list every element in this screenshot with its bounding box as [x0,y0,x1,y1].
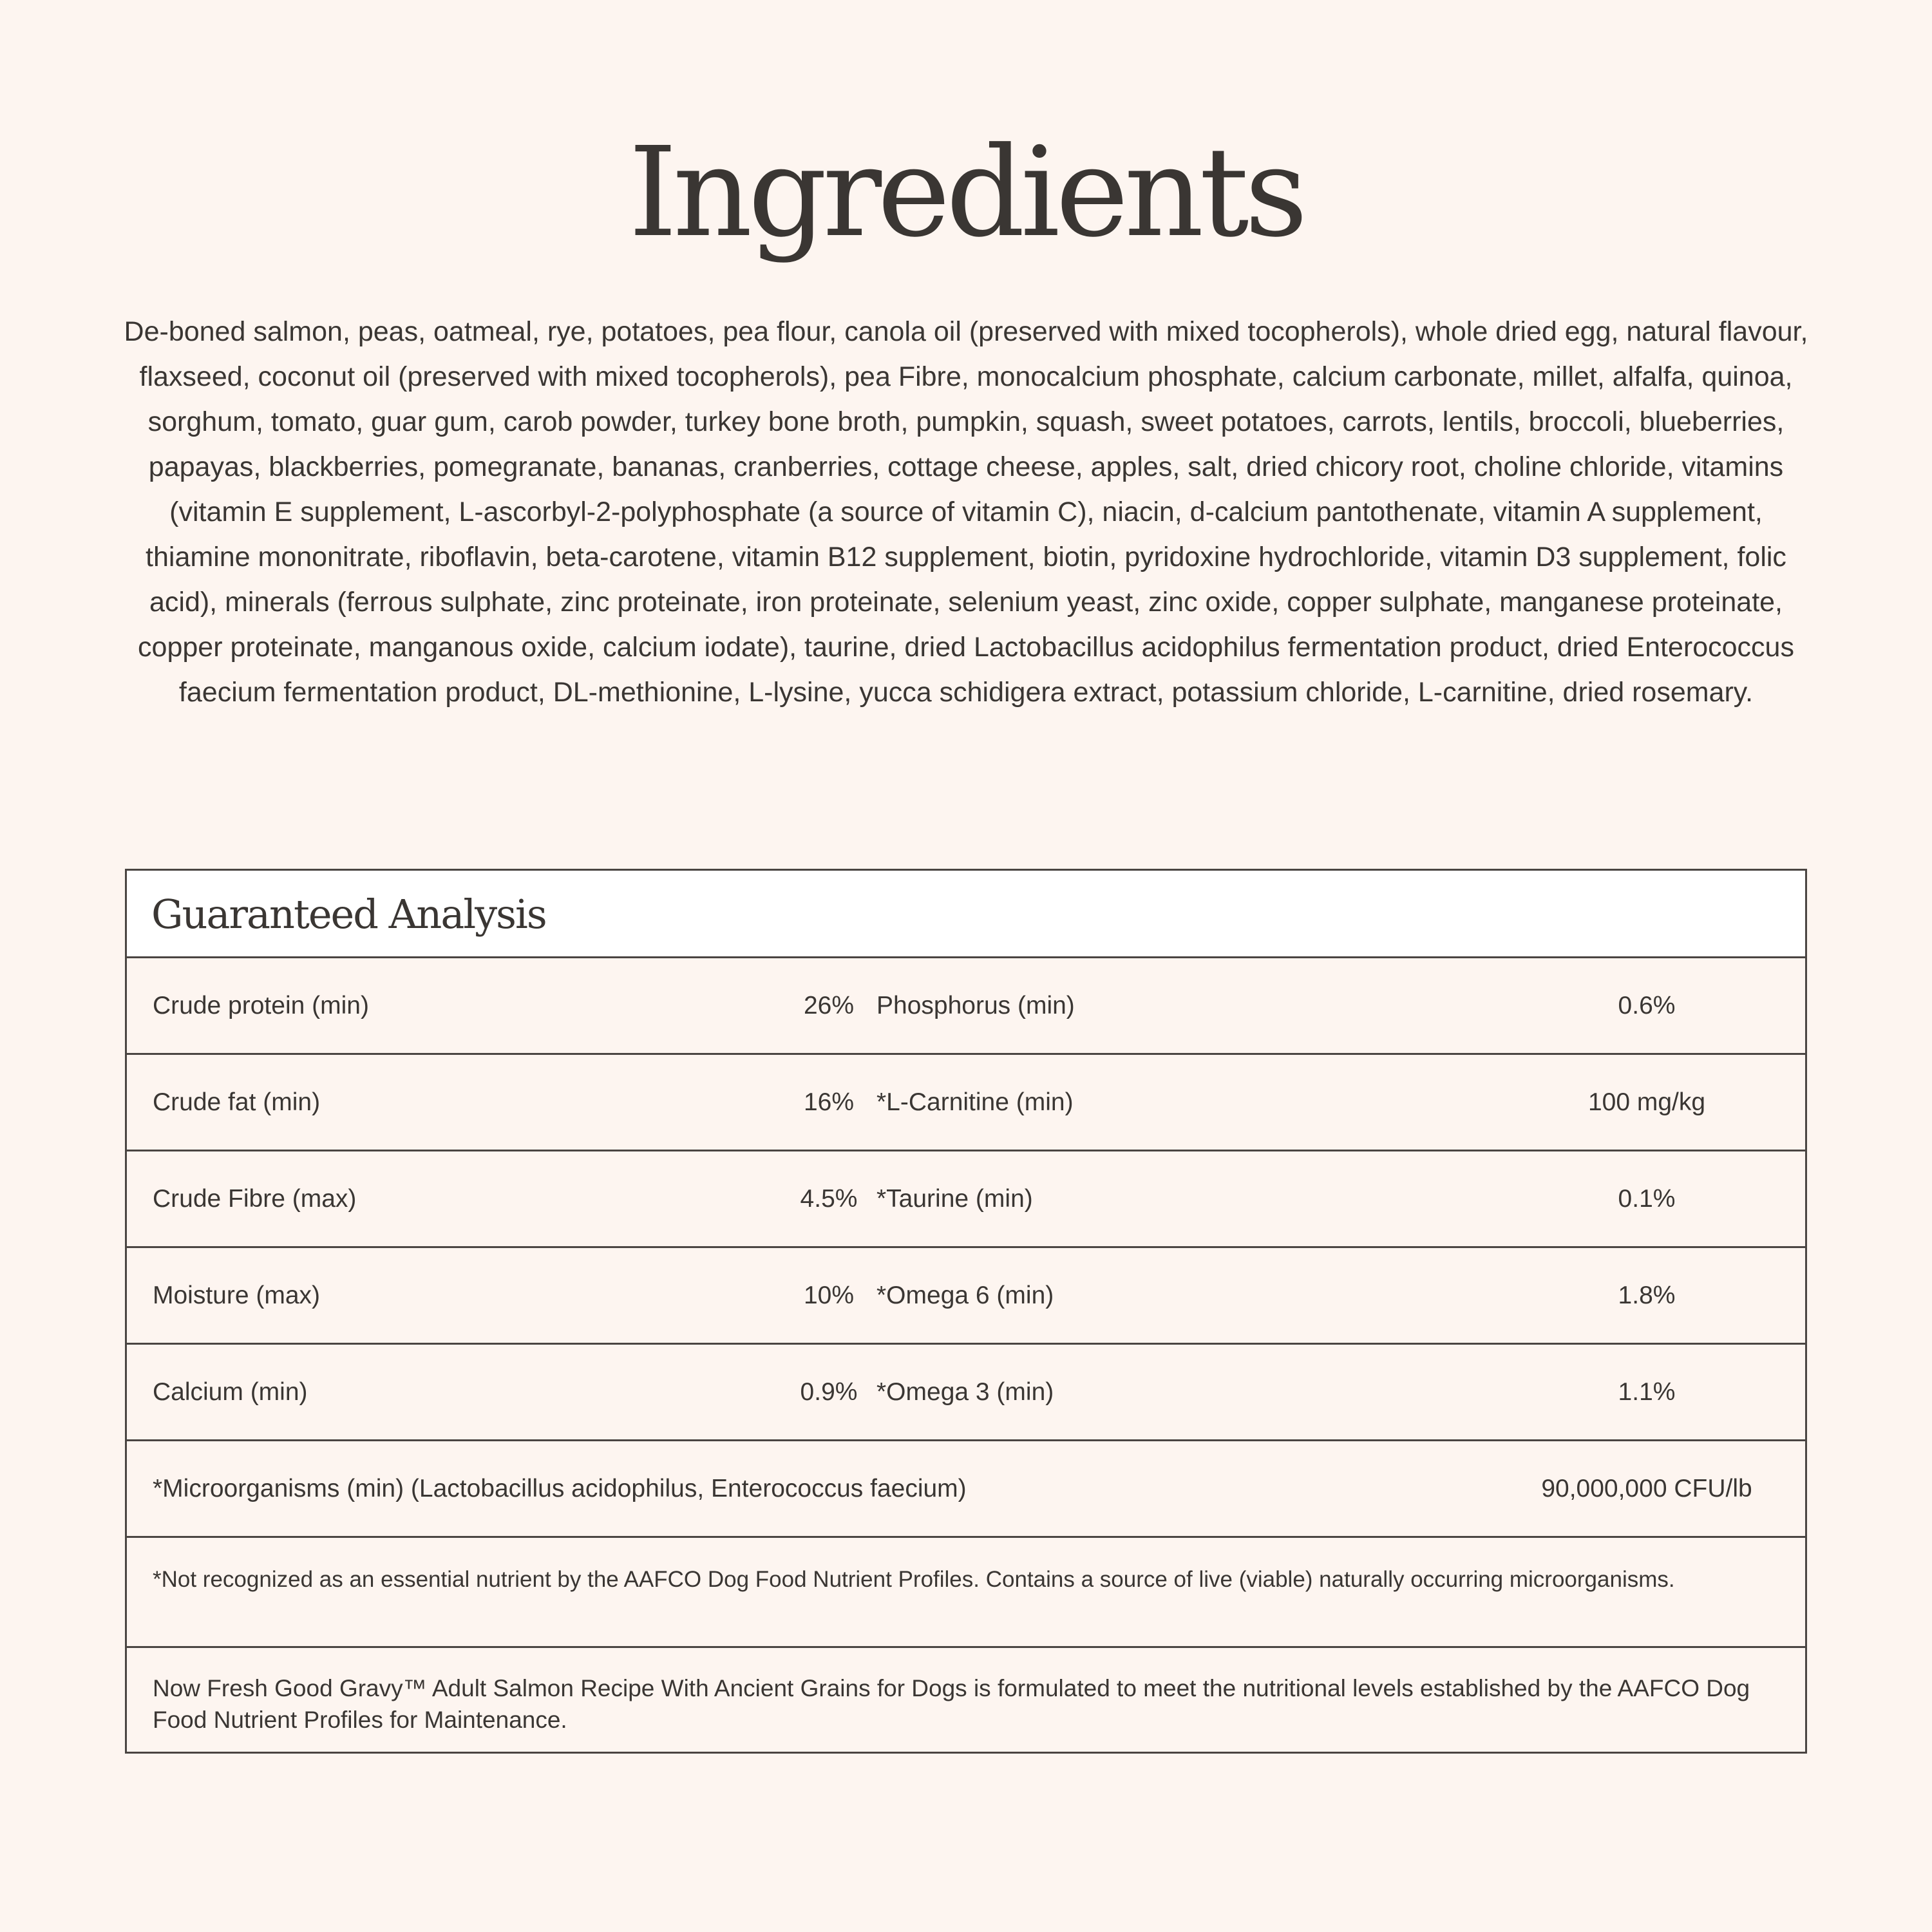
nutrient-value: 1.1% [1618,1378,1676,1406]
nutrient-label: Moisture (max) [153,1282,321,1309]
nutrient-label: *Taurine (min) [876,1185,1033,1213]
nutrient-value: 16% [803,1088,855,1116]
aafco-statement: Now Fresh Good Gravy™ Adult Salmon Recipe With Ancient Grains for Dogs is formulated to meet the nutritional levels established by the AAFCO Dog Food Nutrient Profiles for Maintenance. [153,1675,1750,1733]
nutrient-value: 100 mg/kg [1587,1088,1706,1116]
nutrient-label: Crude Fibre (max) [153,1185,357,1213]
table-title: Guaranteed Analysis [151,891,546,938]
guaranteed-analysis-table [125,869,1807,1754]
page-title: Ingredients [628,121,1304,265]
ingredients-list: De-boned salmon, peas, oatmeal, rye, potatoes, pea flour, canola oil (preserved with mixed tocopherols), whole dried egg, natural flavour, flaxseed, coconut oil (preserved with mixed tocopherols), pea Fibre, monocalcium phosphate, calcium carbonate, millet, alfalfa, quinoa, sorghum, tomato, guar gum, carob powder, turkey bone broth, pumpkin, squash, sweet potatoes, carrots, lentils, broccoli, blueberries, papayas, blackberries, pomegranate, bananas, cranberries, cottage cheese, apples, salt, dried chicory root, choline chloride, vitamins (vitamin E supplement, L-ascorbyl-2-polyphosphate (a source of vitamin C), niacin, d-calcium pantothenate, vitamin A supplement, thiamine mononitrate, riboflavin, beta-carotene, vitamin B12 supplement, biotin, pyridoxine hydrochloride, vitamin D3 supplement, folic acid), minerals (ferrous sulphate, zinc proteinate, iron proteinate, selenium yeast, zinc oxide, copper sulphate, manganese proteinate, copper proteinate, manganous oxide, calcium iodate), taurine, dried Lactobacillus acidophilus fermentation product, dried Enterococcus faecium fermentation product, DL-methionine, L-lysine, yucca schidigera extract, potassium chloride, L-carnitine, dried rosemary. [124,316,1808,708]
nutrient-value: 0.6% [1618,992,1676,1019]
nutrient-label: Crude fat (min) [153,1088,321,1116]
nutrient-value: 4.5% [800,1185,858,1213]
nutrient-label: Calcium (min) [153,1378,308,1406]
table-row [127,1345,1805,1441]
table-row-microorganisms [127,1441,1805,1538]
nutrient-label: *Omega 6 (min) [876,1282,1054,1309]
nutrient-value: 10% [803,1282,855,1309]
table-header [127,871,1805,958]
nutrient-value: 90,000,000 CFU/lb [1541,1475,1752,1502]
nutrient-value: 26% [803,992,855,1019]
table-row [127,1151,1805,1248]
table-row [127,958,1805,1055]
nutrient-value: 1.8% [1618,1282,1676,1309]
footnote: *Not recognized as an essential nutrient by the AAFCO Dog Food Nutrient Profiles. Contains a source of live (viable) naturally occurring microorganisms. [127,1538,1805,1648]
table-row [127,1248,1805,1345]
nutrient-value: 0.1% [1618,1185,1676,1213]
nutrient-value: 0.9% [800,1378,858,1406]
table-row [127,1055,1805,1151]
nutrient-label: Crude protein (min) [153,992,369,1019]
nutrient-label: *L-Carnitine (min) [876,1088,1074,1116]
nutrient-label: *Omega 3 (min) [876,1378,1054,1406]
nutrient-label: *Microorganisms (min) (Lactobacillus acidophilus, Enterococcus faecium) [153,1475,967,1502]
nutrient-label: Phosphorus (min) [876,992,1075,1019]
